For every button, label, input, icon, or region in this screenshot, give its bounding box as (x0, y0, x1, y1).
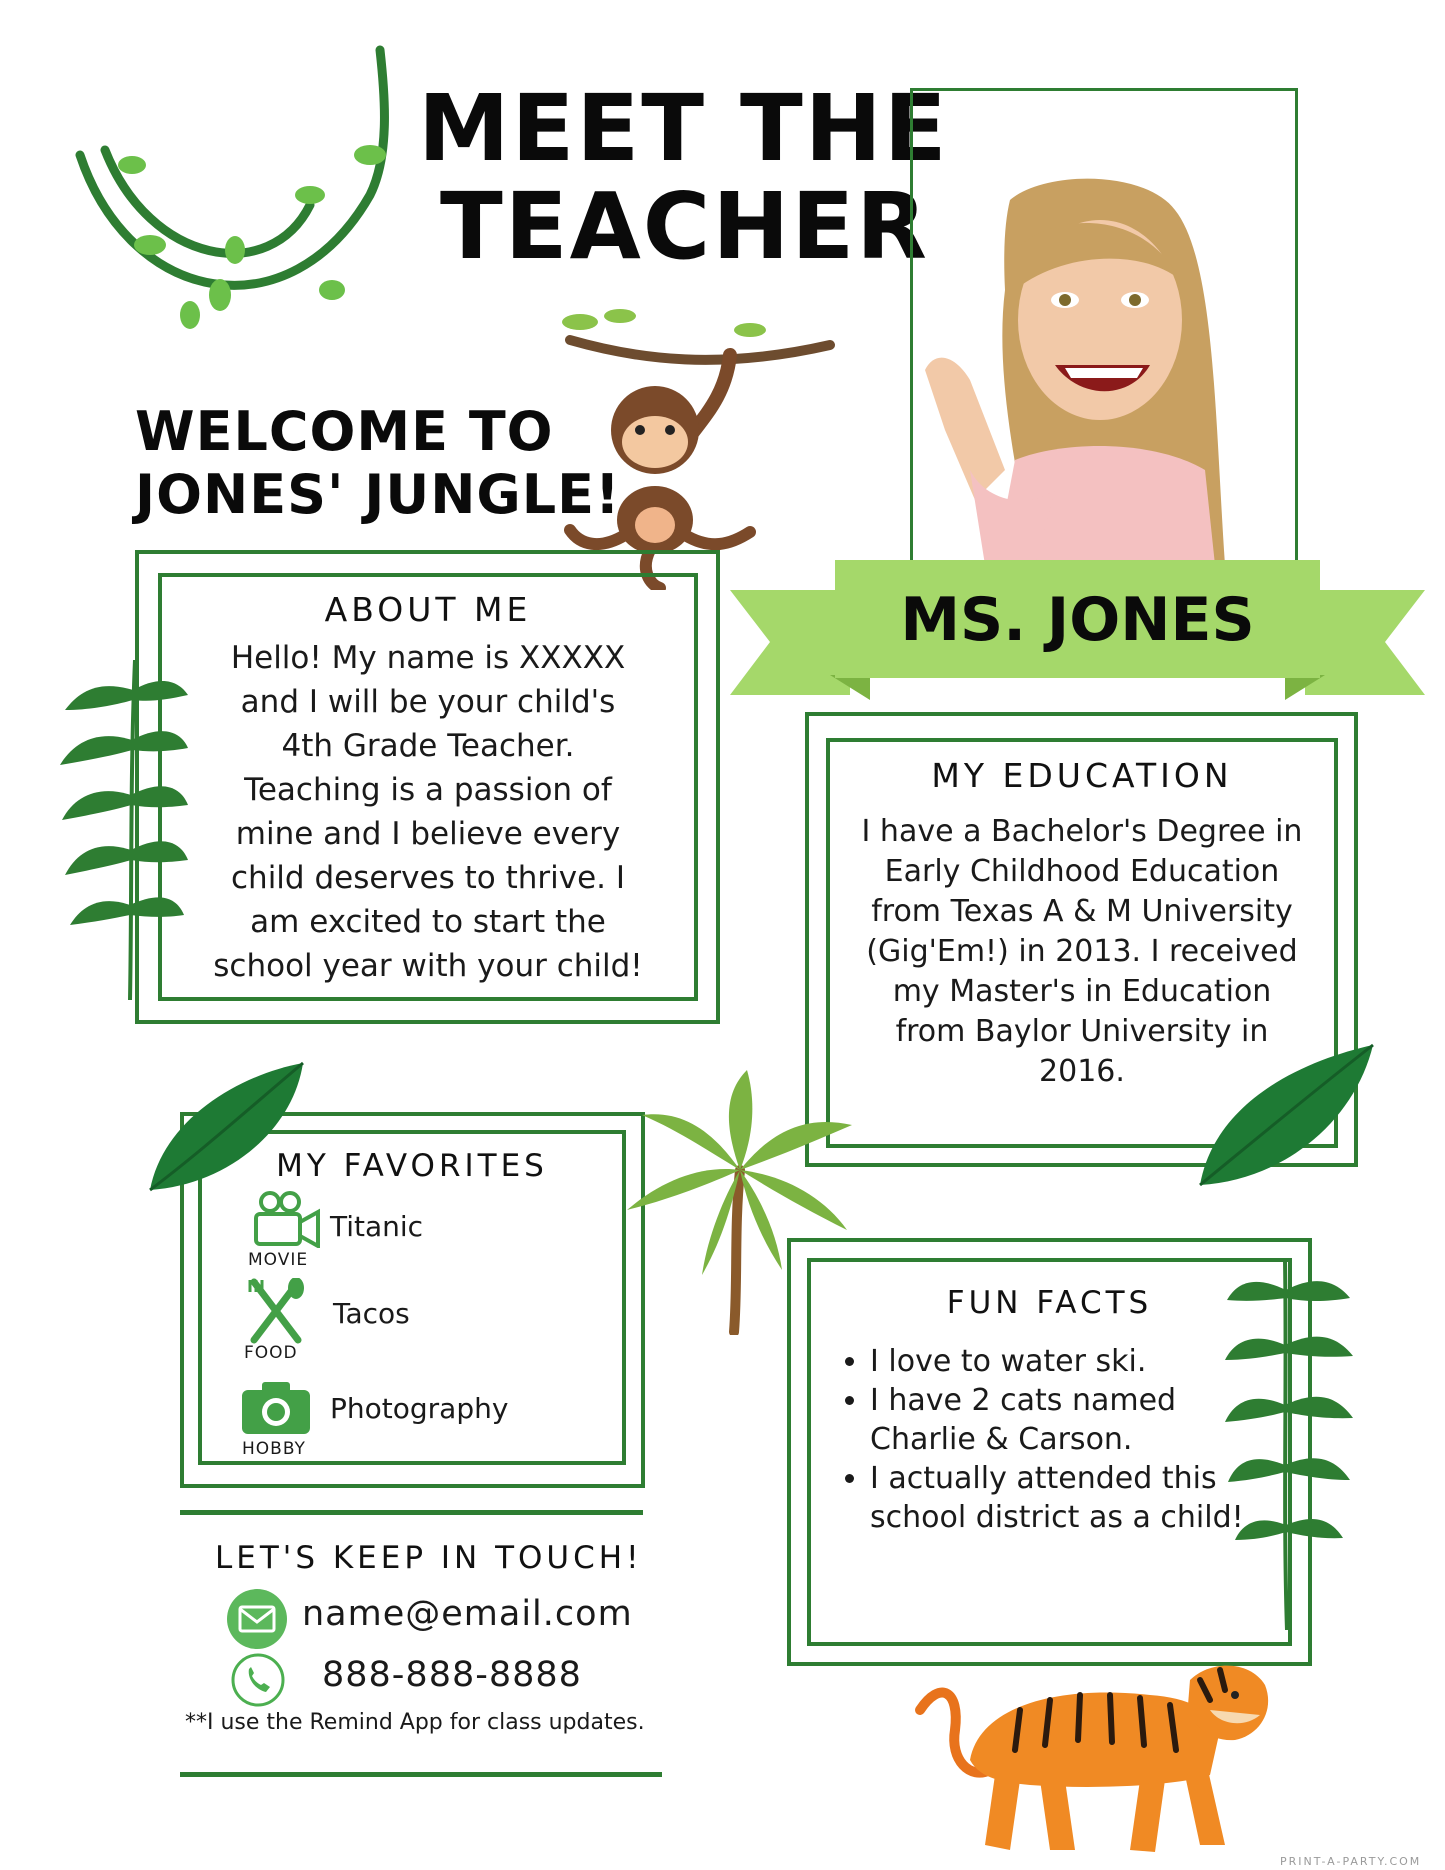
about-line: Teaching is a passion of (244, 772, 612, 808)
funfacts-list (836, 1342, 1270, 1537)
leaf-left-decoration (148, 1060, 308, 1195)
favorite-value-food: Tacos (333, 1297, 410, 1330)
favorite-value-hobby: Photography (330, 1392, 509, 1425)
list-item: • I actually attended this school district as a child! (870, 1459, 1270, 1537)
camera-icon (240, 1380, 312, 1436)
email-icon (226, 1588, 288, 1650)
fork-knife-icon (246, 1278, 306, 1344)
education-line: my Master's in Education (892, 974, 1272, 1009)
about-line: mine and I believe every (235, 816, 621, 852)
remind-note: **I use the Remind App for class updates. (185, 1710, 645, 1735)
tiger-illustration (900, 1650, 1280, 1860)
favorite-caption-food: FOOD (244, 1343, 298, 1363)
watermark: PRINT-A-PARTY.COM (1280, 1855, 1422, 1868)
list-item: • I love to water ski. (870, 1342, 1270, 1381)
fern-left-decoration (60, 660, 190, 1000)
about-line: 4th Grade Teacher. (281, 728, 575, 764)
education-line: from Baylor University in (895, 1014, 1269, 1049)
funfacts-title: FUN FACTS (946, 1285, 1153, 1321)
page-title-line1: MEET THE (418, 75, 949, 182)
education-line: I have a Bachelor's Degree in (861, 814, 1303, 849)
favorite-caption-hobby: HOBBY (242, 1439, 306, 1459)
about-line: and I will be your child's (240, 684, 616, 720)
about-line: school year with your child! (213, 948, 643, 984)
education-line: Early Childhood Education (884, 854, 1280, 889)
welcome-line1: WELCOME TO (135, 400, 554, 463)
education-title: MY EDUCATION (931, 756, 1233, 795)
contact-title: LET'S KEEP IN TOUCH! (215, 1540, 643, 1576)
contact-top-rule (180, 1510, 643, 1515)
about-line: child deserves to thrive. I (231, 860, 625, 896)
page-title-line2: TEACHER (440, 173, 930, 280)
list-item: • I have 2 cats named Charlie & Carson. (870, 1381, 1270, 1459)
education-line: 2016. (1039, 1054, 1125, 1089)
about-text (158, 636, 698, 988)
phone-icon (230, 1652, 286, 1708)
favorites-title: MY FAVORITES (276, 1148, 548, 1184)
teacher-name: MS. JONES (900, 585, 1255, 655)
leaf-right-decoration (1195, 1040, 1375, 1190)
fern-right-decoration (1225, 1260, 1355, 1630)
welcome-line2: JONES' JUNGLE! (135, 463, 621, 526)
about-title: ABOUT ME (324, 590, 532, 629)
monkey-illustration (540, 300, 840, 590)
email-text: name@email.com (302, 1594, 633, 1634)
favorite-caption-movie: MOVIE (248, 1250, 309, 1270)
contact-bottom-rule (180, 1772, 662, 1777)
education-line: (Gig'Em!) in 2013. I received (866, 934, 1298, 969)
favorite-value-movie: Titanic (330, 1210, 424, 1243)
vine-decoration (70, 45, 410, 365)
phone-text: 888-888-8888 (322, 1655, 582, 1695)
about-line: Hello! My name is XXXXX (230, 640, 626, 676)
about-line: am excited to start the (250, 904, 606, 940)
movie-camera-icon (252, 1190, 320, 1248)
teacher-avatar (915, 170, 1265, 565)
education-line: from Texas A & M University (871, 894, 1293, 929)
